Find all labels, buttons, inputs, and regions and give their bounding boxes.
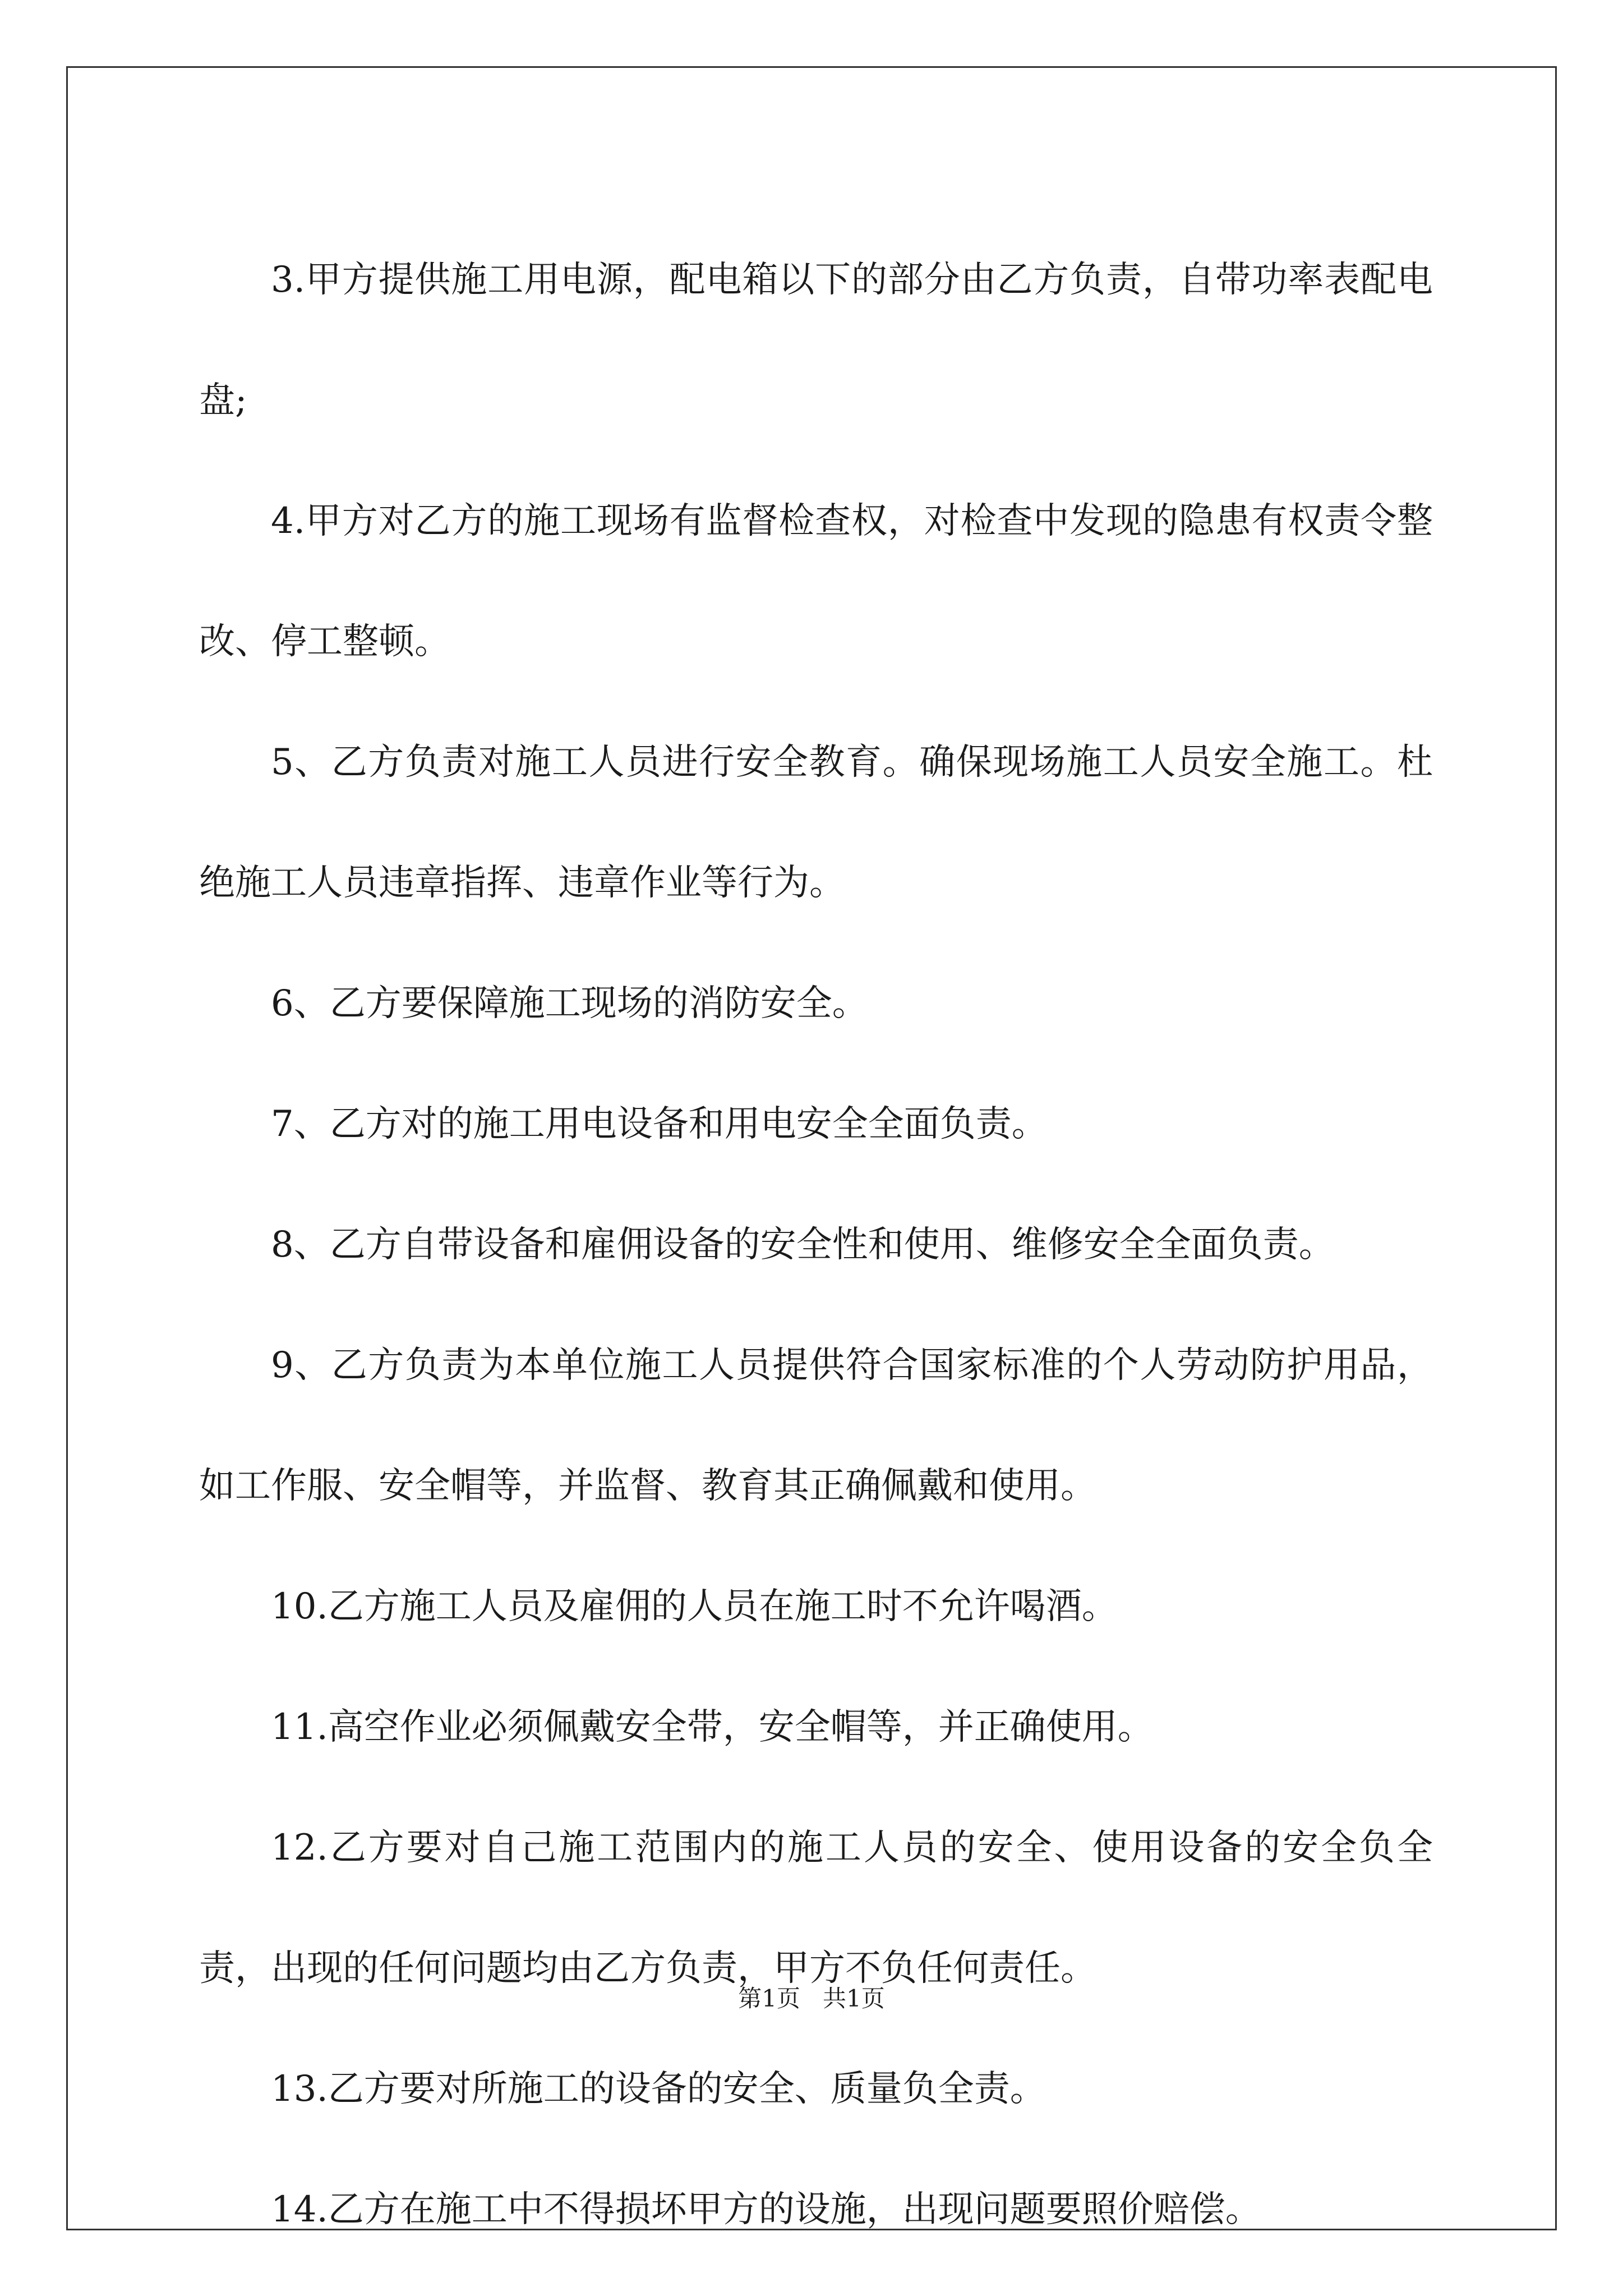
- paragraph-14: 14.乙方在施工中不得损坏甲方的设施，出现问题要照价赔偿。: [271, 2189, 1261, 2230]
- paragraph-9: 9、乙方负责为本单位施工人员提供符合国家标准的个人劳动防护用品，如工作服、安全帽等，并监督、教育其正确佩戴和使用。: [199, 1345, 1433, 1507]
- page-footer: 第1页 共1页: [738, 1985, 885, 2012]
- paragraph-7: 7、乙方对的施工用电设备和用电安全全面负责。: [271, 1103, 1048, 1145]
- document-body: [199, 220, 1433, 2270]
- paragraph-11: 11.高空作业必须佩戴安全带，安全帽等，并正确使用。: [271, 1706, 1154, 1748]
- paragraph-3: 3.甲方提供施工用电源，配电箱以下的部分由乙方负责，自带功率表配电盘;: [199, 259, 1433, 421]
- paragraph-12: 12.乙方要对自己施工范围内的施工人员的安全、使用设备的安全负全责，出现的任何问题均由乙方负责，甲方不负任何责任。: [199, 1827, 1433, 1989]
- paragraph-6: 6、乙方要保障施工现场的消防安全。: [271, 983, 868, 1024]
- paragraph-4: 4.甲方对乙方的施工现场有监督检查权，对检查中发现的隐患有权责令整改、停工整顿。: [199, 500, 1433, 662]
- paragraph-13: 13.乙方要对所施工的设备的安全、质量负全责。: [271, 2068, 1046, 2110]
- paragraph-8: 8、乙方自带设备和雇佣设备的安全性和使用、维修安全全面负责。: [271, 1224, 1335, 1266]
- paragraph-5: 5、乙方负责对施工人员进行安全教育。确保现场施工人员安全施工。杜绝施工人员违章指挥、违章作业等行为。: [199, 742, 1433, 904]
- paragraph-10: 10.乙方施工人员及雇佣的人员在施工时不允许喝酒。: [271, 1586, 1118, 1627]
